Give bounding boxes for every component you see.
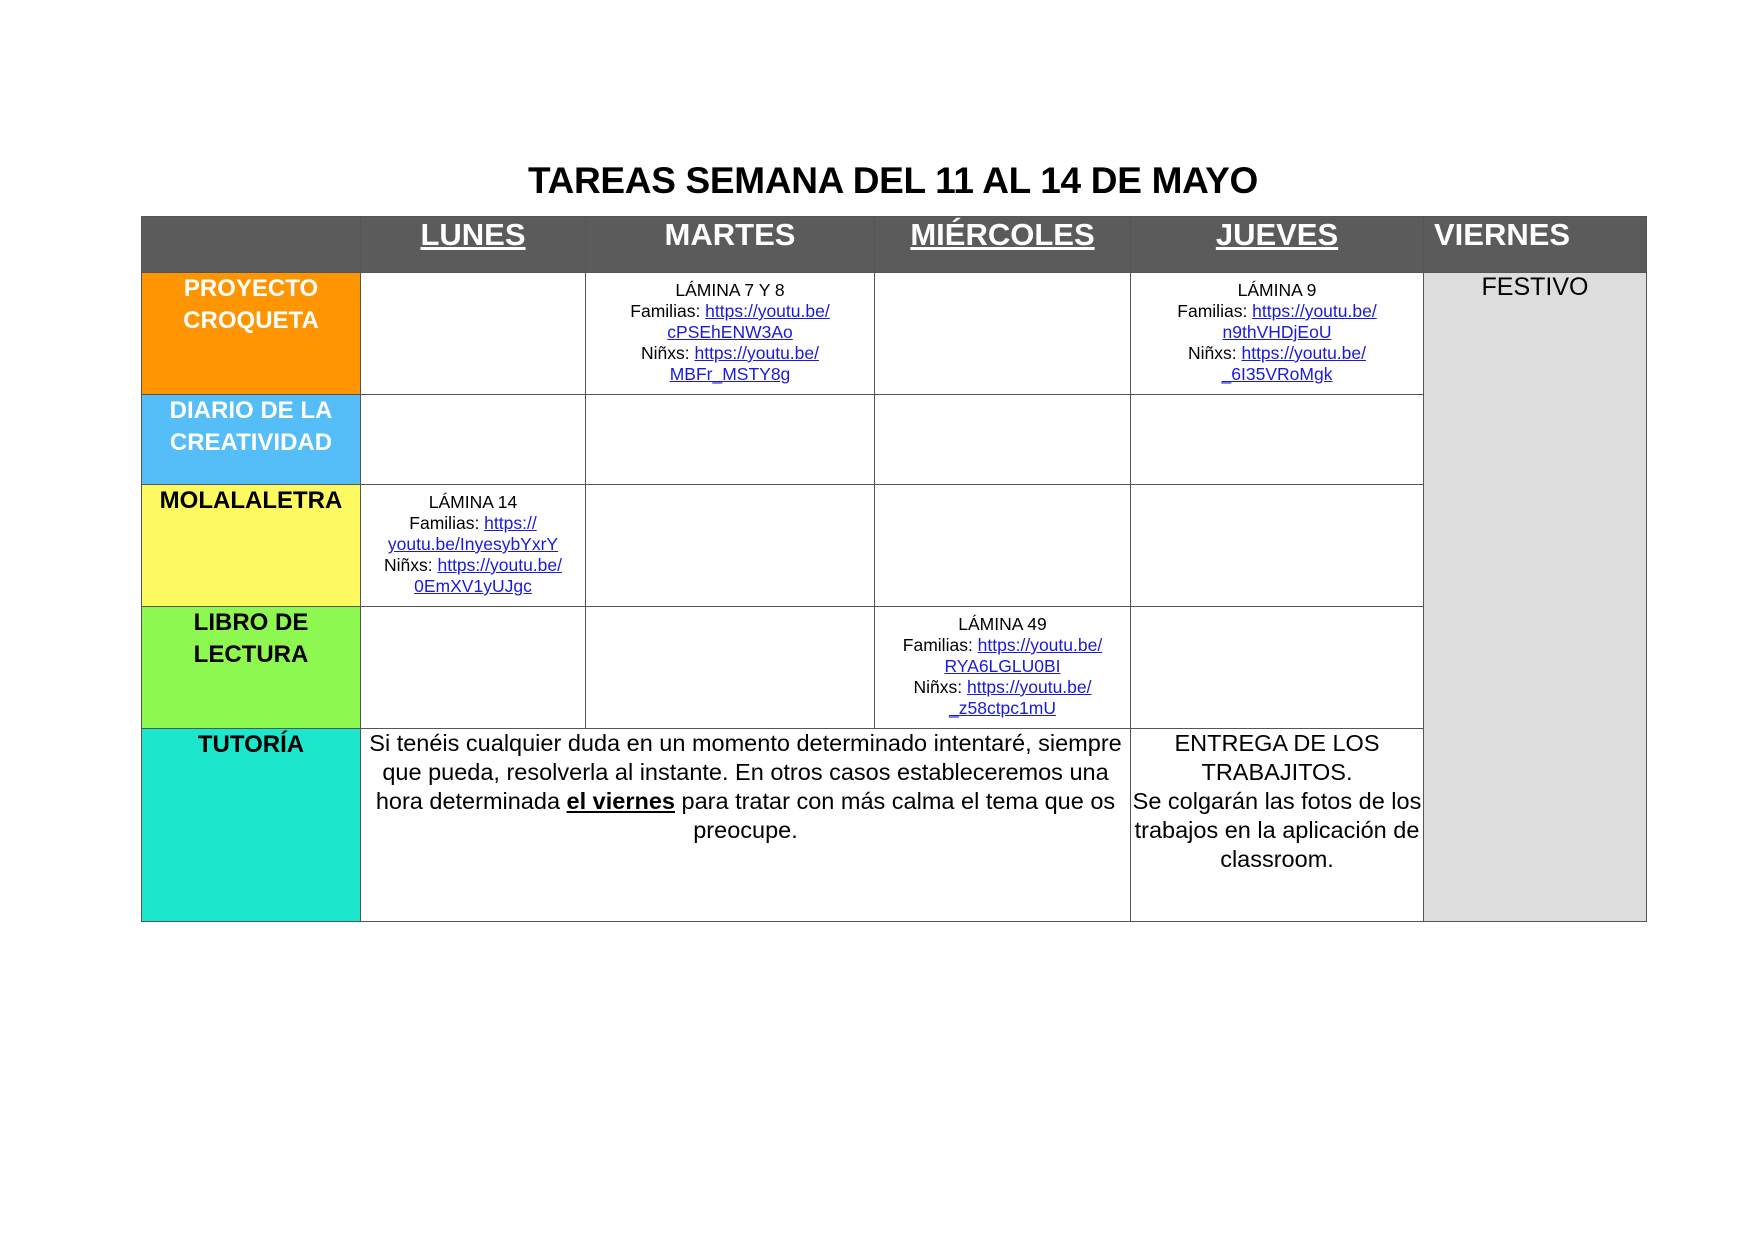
video-link-familias-cont[interactable]: cPSEhENW3Ao [667, 322, 793, 342]
subject-proyecto: PROYECTO CROQUETA [142, 273, 361, 395]
cell-viernes-festivo: FESTIVO [1424, 273, 1647, 922]
subject-tutoria: TUTORÍA [142, 729, 361, 922]
cell-molalaletra-lunes: LÁMINA 14 Familias: https:// youtu.be/InyesybYxrY Niñxs: https://youtu.be/ 0EmXV1yUJgc [361, 485, 586, 607]
row-proyecto [142, 273, 1647, 395]
cell-diario-lunes [361, 395, 586, 485]
row-libro [142, 607, 1647, 729]
weekly-task-table [141, 216, 1647, 922]
cell-proyecto-jueves: LÁMINA 9 Familias: https://youtu.be/ n9thVHDjEoU Niñxs: https://youtu.be/ _6I35VRoMgk [1131, 273, 1424, 395]
row-molalaletra [142, 485, 1647, 607]
tutoria-note: Si tenéis cualquier duda en un momento determinado intentaré, siempre que pueda, resolverla al instante. En otros casos estableceremos una hora determinada el viernes para tratar con más calma el tema que os preocupe. [361, 729, 1131, 922]
page-title: TAREAS SEMANA DEL 11 AL 14 DE MAYO [528, 160, 1258, 201]
header-jueves: JUEVES [1131, 217, 1424, 273]
video-link-familias[interactable]: https://youtu.be/ [1252, 301, 1377, 321]
subject-libro: LIBRO DE LECTURA [142, 607, 361, 729]
video-link-familias-cont[interactable]: RYA6LGLU0BI [944, 656, 1061, 676]
cell-libro-lunes [361, 607, 586, 729]
header-row [142, 217, 1647, 273]
header-lunes: LUNES [361, 217, 586, 273]
video-link-ninxs-cont[interactable]: 0EmXV1yUJgc [414, 576, 532, 596]
cell-libro-jueves [1131, 607, 1424, 729]
cell-molalaletra-jueves [1131, 485, 1424, 607]
video-link-familias[interactable]: https://youtu.be/ [705, 301, 830, 321]
cell-libro-miercoles: LÁMINA 49 Familias: https://youtu.be/ RYA6LGLU0BI Niñxs: https://youtu.be/ _z58ctpc1mU [875, 607, 1131, 729]
cell-proyecto-miercoles [875, 273, 1131, 395]
header-martes: MARTES [586, 217, 875, 273]
video-link-ninxs-cont[interactable]: _z58ctpc1mU [949, 698, 1056, 718]
cell-molalaletra-martes [586, 485, 875, 607]
header-miercoles: MIÉRCOLES [875, 217, 1131, 273]
video-link-ninxs[interactable]: https://youtu.be/ [437, 555, 562, 575]
cell-diario-martes [586, 395, 875, 485]
cell-libro-martes [586, 607, 875, 729]
video-link-ninxs[interactable]: https://youtu.be/ [694, 343, 819, 363]
header-corner [142, 217, 361, 273]
video-link-familias[interactable]: https://youtu.be/ [977, 635, 1103, 655]
video-link-familias-cont[interactable]: youtu.be/InyesybYxrY [387, 534, 559, 554]
header-viernes: VIERNES [1424, 217, 1647, 273]
row-tutoria [142, 729, 1647, 922]
entrega-note: ENTREGA DE LOS TRABAJITOS. Se colgarán las fotos de los trabajos en la aplicación de classroom. [1131, 729, 1424, 922]
cell-proyecto-lunes [361, 273, 586, 395]
row-diario [142, 395, 1647, 485]
video-link-familias[interactable]: https:// [484, 513, 537, 533]
cell-diario-jueves [1131, 395, 1424, 485]
video-link-familias-cont[interactable]: n9thVHDjEoU [1222, 322, 1332, 342]
video-link-ninxs[interactable]: https://youtu.be/ [966, 677, 1092, 697]
video-link-ninxs-cont[interactable]: _6I35VRoMgk [1221, 364, 1333, 384]
subject-diario: DIARIO DE LA CREATIVIDAD [142, 395, 361, 485]
subject-molalaletra: MOLALALETRA [142, 485, 361, 607]
cell-molalaletra-miercoles [875, 485, 1131, 607]
video-link-ninxs-cont[interactable]: MBFr_MSTY8g [669, 364, 791, 384]
cell-diario-miercoles [875, 395, 1131, 485]
cell-proyecto-martes: LÁMINA 7 Y 8 Familias: https://youtu.be/ cPSEhENW3Ao Niñxs: https://youtu.be/ MBFr_MSTY8g [586, 273, 875, 395]
video-link-ninxs[interactable]: https://youtu.be/ [1241, 343, 1366, 363]
